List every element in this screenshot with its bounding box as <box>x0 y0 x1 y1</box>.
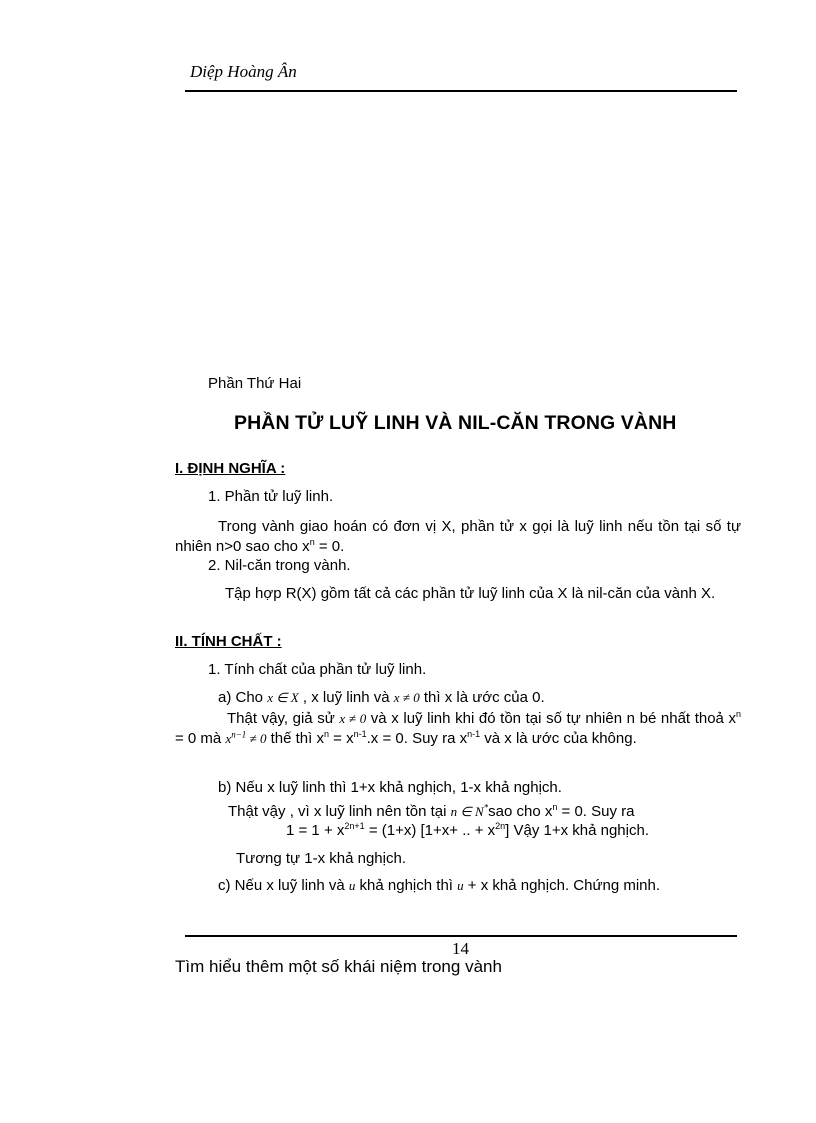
footer-divider <box>185 935 737 937</box>
header-divider <box>185 90 737 92</box>
definition-paragraph-1: Trong vành giao hoán có đơn vị X, phần tử x gọi là luỹ linh nếu tồn tại số tự nhiên n>0 sao cho $x^n = 0$. <box>175 518 741 555</box>
definition-paragraph-2: Tập hợp R(X) gồm tất cả các phần tử luỹ linh của X là nil-căn của vành X. <box>225 585 716 602</box>
property-b-statement: b) Nếu x luỹ linh thì 1+x khả nghịch, 1-x khả nghịch. <box>218 779 562 796</box>
definition-item-2: 2. Nil-căn trong vành. <box>208 557 351 574</box>
definition-item-1: 1. Phần tử luỹ linh. <box>208 488 334 505</box>
property-c-statement: c) Nếu x luỹ linh và u khả nghịch thì u + x khả nghịch. Chứng minh. <box>218 877 661 894</box>
property-item-1: 1. Tính chất của phần tử luỹ linh. <box>208 661 427 678</box>
header-author: Diệp Hoàng Ân <box>190 62 297 81</box>
page-title: PHẦN TỬ LUỸ LINH VÀ NIL-CĂN TRONG VÀNH <box>234 412 677 434</box>
section-heading-definitions: I. ĐỊNH NGHĨA : <box>175 460 286 477</box>
part-label: Phần Thứ Hai <box>208 375 302 392</box>
section-heading-properties: II. TÍNH CHẤT : <box>175 633 282 650</box>
property-a-statement: a) Cho x ∈ X , x luỹ linh và x ≠ 0 thì x là ước của 0. <box>218 689 545 706</box>
property-a-proof: Thật vậy, giả sử x ≠ 0 và x luỹ linh khi đó tồn tại số tự nhiên n bé nhất thoả $x^n = 0$ mà $x^{n-1} \ne 0$ thế thì $x^n = x^{n-1}.x = 0$. Suy ra $x^{n-1}$ và x là ước của không. <box>175 709 742 747</box>
property-b-proof: Thật vậy , vì x luỹ linh nên tồn tại n ∈ N*sao cho $x^n = 0$. Suy ra <box>228 802 635 820</box>
page-number: 14 <box>452 939 469 958</box>
property-b-equation: $1 = 1 + x^{2n+1} = (1+x)$ [1+x+ .. + $x^{2n}$] Vậy 1+x khả nghịch. <box>286 821 649 839</box>
footer-title: Tìm hiểu thêm một số khái niệm trong vành <box>175 957 502 976</box>
property-b-similar: Tương tự 1-x khả nghịch. <box>236 850 406 867</box>
